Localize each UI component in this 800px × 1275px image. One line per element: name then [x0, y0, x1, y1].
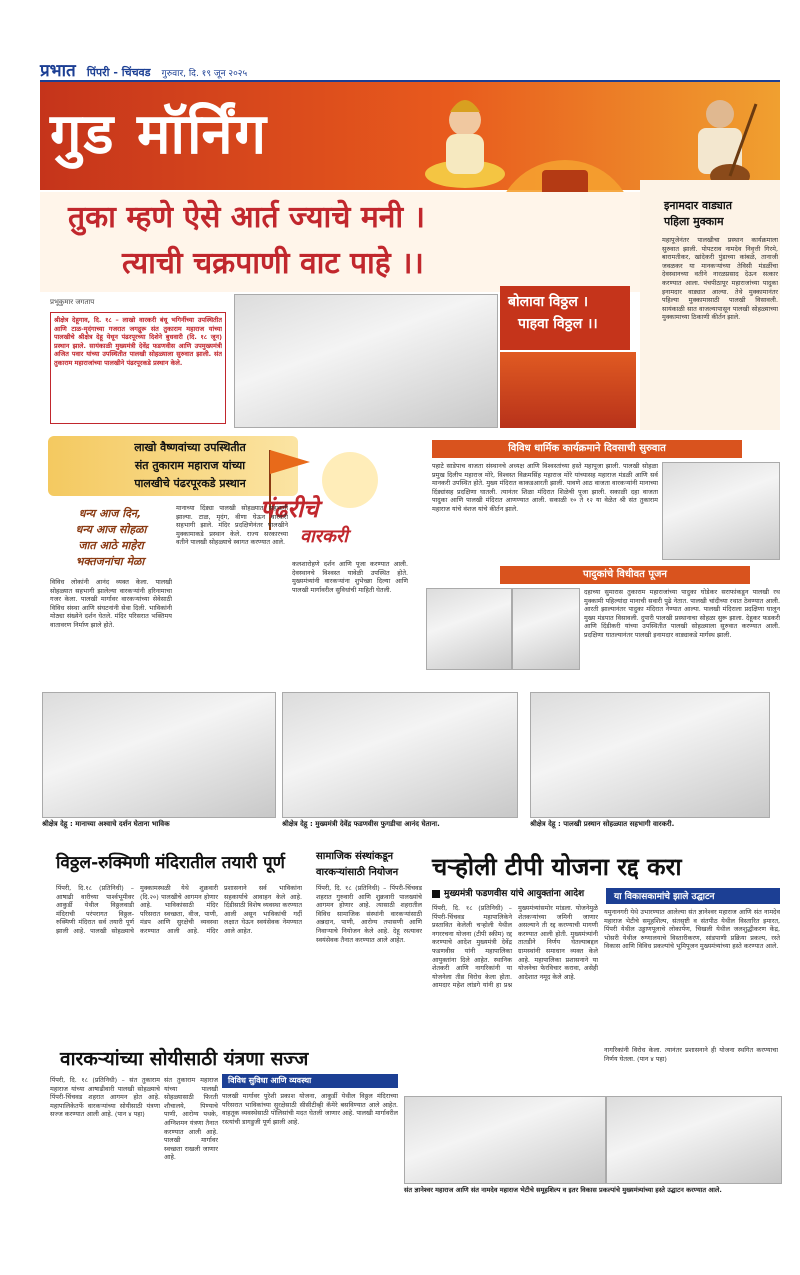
lead-intro: श्रीक्षेत्र देहूगाव, दि. १८ – लाखो वारकरी बंधू भगिनींच्या उपस्थितीत आणि टाळ-मृदंगाच्या गजरात जगद्गुरू संत तुकाराम महाराज यांच्या पालखीचे श्रीक्षेत्र देहू येथून पंढरपूरच्या दिशेने बुधवारी (दि. १८ जून) प्रस्थान झाले. सायंकाळी मुख्यमंत्री देवेंद्र फडणवीस आणि उपमुख्यमंत्री अजित पवार यांच्या उपस्थितीत पालखी सोहळ्याला सुरुवात झाली. संत तुकाराम महाराजांच्या पालखीने पंढरपूरकडे प्रस्थान केले. [54, 316, 222, 367]
photo-chief-minister [282, 692, 518, 818]
headline-line1: तुका म्हणे ऐसे आर्त ज्याचे मनी । [68, 200, 425, 235]
sidebar-body: महापूजेनंतर पालखीचा प्रस्थान कार्यक्रमाला सुरुवात झाली. पोपटराव नामदेव निवृत्ती गिरमे, बारामतीकर, खांदेकरी पुंडाच्या कांबळे, तानाजी जवळकर या मानकऱ्यांच्या तेविसी मंडळींचा देवस्थानच्या वतीने नारळप्रसाद देऊन सत्कार करण्यात आला. पंचपीठापूर महाराजांच्या पादुका इनामदार वाड्यात आल्या. तेथे मुक्कामानंतर पहिल्या मुक्कामासाठी पालखी विसावली. सायंकाळी सात वाजल्यापासून पालखी सोहळ्याच्या मुक्कामाच्या ठिकाणी कीर्तन झाले. [662, 236, 778, 322]
events-photo [662, 462, 780, 560]
projects-body: यमुनानगरी येथे उभारण्यात आलेल्या संत ज्ञानेश्वर महाराज आणि संत नामदेव महाराज भेटीचे समूहशिल्प, संतसृष्टी व संतपीठ येथील विस्तारित इमारत, पिंपरी येथील उड्डाणपूलाचे लोकार्पण, चिखली येथील जलशुद्धीकरण केंद्र, भोसरी येथील रुग्णालयाचे विस्तारीकरण, सांडपाणी प्रक्रिया प्रकल्प, रस्ते विकास आणि विविध प्रकल्पांचे भूमिपूजन मुख्यमंत्र्यांच्या हस्ते करण्यात आले. [604, 908, 780, 951]
logo-line1: पंढरीचे [260, 495, 319, 523]
feature-headline-line2: संत तुकाराम महाराज यांच्या [134, 459, 246, 472]
feature-quote-line2: धन्य आज सोहळा [75, 523, 147, 536]
banner-title: गुड मॉर्निंग [50, 101, 269, 167]
slogan-line1: बोलावा विठ्ठल । [508, 294, 589, 310]
temple-body: पिंपरी, दि.१८ (प्रतिनिधी) – आषाढी वारीच्या पार्श्वभूमीवर आकुर्डी येथील विठ्ठलवाडी मंदिराची परंपरागत विठ्ठल-रुक्मिणी मंदिरात सर्व तयारी पूर्ण झाली आहे. पालखी सोहळ्याचे मुक्कामस्थळी येथे शुक्रवारी (दि.२०) पालखीचे आगमन होणार आहे. भाविकांसाठी मंदिर परिसरात स्वच्छता, वीज, पाणी, मंडप आणि सुरक्षेची व्यवस्था करण्यात आली आहे. मंदिर प्रशासनाने सर्व भाविकांना सहकार्याचे आवाहन केले आहे. दिंडीसाठी विशेष व्यवस्था करण्यात आली असून भाविकांची गर्दी लक्षात घेऊन स्वयंसेवक नेमण्यात आले आहेत. [56, 884, 302, 935]
feature-col2: मानाच्या दिंड्या पालखी सोहळ्यात सहभागी झाल्या. टाळ, मृदंग, वीणा घेऊन वारकरी सहभागी झाले. मंदिर प्रदक्षिणेनंतर पालखीने मुक्कामाकडे प्रस्थान केले. राज्य सरकारच्या वतीने पालखी सोहळ्याचे स्वागत करण्यात आले. [176, 504, 288, 547]
tp-subhead: मुख्यमंत्री फडणवीस यांचे आयुक्तांना आदेश [444, 889, 585, 899]
bottom-photo-statue [404, 1096, 606, 1184]
orgs-headline-line2: वारकऱ्यांसाठी नियोजन [316, 867, 399, 878]
masthead [40, 58, 780, 82]
padukas-header: पादुकांचे विधीवत पूजन [500, 566, 750, 584]
edition-name: पिंपरी - चिंचवड [86, 66, 151, 79]
feature-headline-line1: लाखो वैष्णवांच्या उपस्थितीत [134, 441, 246, 454]
sidebar-title-line2: पहिला मुक्काम [664, 215, 724, 228]
facilities-subhead: विविध सुविधा आणि व्यवस्था [228, 1076, 312, 1085]
photo-procession-caption: श्रीक्षेत्र देहू : पालखी प्रस्थान सोहळ्यात सहभागी वारकरी. [530, 820, 675, 828]
facilities-headline: वारकऱ्यांच्या सोयीसाठी यंत्रणा सज्ज [60, 1048, 309, 1070]
slogan-line2: पाहवा विठ्ठल ।। [518, 316, 598, 332]
tp-headline: चऱ्होली टीपी योजना रद्द करा [432, 853, 682, 881]
photo-procession [530, 692, 770, 818]
facilities-col3: पालखी मार्गावर पुरेशी प्रकाश योजना, आकुर्डी येथील विठ्ठल मंदिराच्या परिसरात भाविकांच्या सुरक्षेसाठी सीसीटीव्ही कॅमेरे बसविण्यात आले आहेत. वाहतूक व्यवस्थेसाठी पोलिसांची मदत घेतली जाणार आहे. पालखी मार्गावरील रस्त्यांची डागडुजी पूर्ण झाली आहे. [222, 1092, 398, 1126]
padukas-photo-1 [426, 588, 512, 670]
facilities-col1: पिंपरी, दि. १८ (प्रतिनिधी) – संत तुकाराम महाराज यांच्या आषाढीवारी पालखी सोहळ्याचे पिंपरी-चिंचवड शहरात आगमन होत आहे. महापालिकेतर्फे वारकऱ्यांच्या सोयीसाठी यंत्रणा सज्ज करण्यात आली आहे. (पान ४ पहा) [50, 1076, 160, 1119]
events-body: पहाटे साडेपाच वाजता संस्थानचे अध्यक्ष आणि विश्वस्तांच्या हस्ते महापूजा झाली. पालखी सोहळा प्रमुख दिलीप महाराज मोरे, विश्वस्त विक्रमसिंह महाराज मोरे यांच्यासह महाराज मंडळी आणि सर्व मानकरी उपस्थित होते. मुख्य मंदिरात काकडआरती झाली. पावणे आठ वाजता वारकऱ्यांनी मानाच्या दिंड्यांसह प्रदक्षिणा घातली. त्यानंतर शिळा मंदिरात शिळेची पूजा झाली. सकाळी दहा वाजता पादुका आणि पालखी मंदिरात आणण्यात आली. सकाळी १० ते १२ या वेळेत श्री संत तुकाराम महाराज यांचे वंशज यांचे कीर्तन झाले. [432, 462, 658, 513]
vitthal-feet [500, 352, 636, 428]
feature-col1: विविध लोकांनी आनंद व्यक्त केला. पालखी सोहळ्यात सहभागी झालेल्या वारकऱ्यांनी हरिनामाचा गजर केला. पालखी मार्गावर वारकऱ्यांच्या सेवेसाठी विविध संस्था आणि संघटनांनी सेवा दिली. भाविकांनी मोठ्या संख्येने दर्शन घेतले. मंदिर परिसरात भक्तिमय वातावरण निर्माण झाले होते. [50, 578, 172, 629]
issue-date: गुरुवार, दि. १९ जून २०२५ [161, 69, 248, 79]
tp-subhead-bullet [432, 890, 440, 898]
events-header: विविध धार्मिक कार्यक्रमाने दिवसाची सुरुवात [432, 440, 742, 458]
projects-header: या विकासकामांचे झाले उद्घाटन [614, 892, 715, 902]
logo-line2: वारकरी [300, 526, 348, 547]
photo-chief-minister-caption: श्रीक्षेत्र देहू : मुख्यमंत्री देवेंद्र फडणवीस फुगडीचा आनंद घेताना. [282, 820, 440, 828]
bottom-caption: संत ज्ञानेश्वर महाराज आणि संत नामदेव महाराज भेटीचे समूहशिल्प व इतर विकास प्रकल्पांचे मुख्यमंत्र्यांच्या हस्ते उद्घाटन करण्यात आले. [404, 1186, 722, 1194]
projects-tail: नागरिकांनी विरोध केला. त्यानंतर प्रशासनाने ही योजना स्थगित करण्याचा निर्णय घेतला. (पान ४ पहा) [604, 1046, 778, 1063]
lead-intro-box [50, 312, 226, 424]
photo-horse-caption: श्रीक्षेत्र देहू : मानाच्या अश्वाचे दर्शन घेताना भाविक [42, 820, 170, 828]
bottom-photo-inauguration [606, 1096, 782, 1184]
lead-byline: प्रभूकुमार जगताप [50, 298, 95, 306]
feature-headline-line3: पालखीचे पंढरपूरकडे प्रस्थान [134, 477, 246, 490]
sidebar-title-line1: इनामदार वाड्यात [664, 199, 732, 212]
photo-horse [42, 692, 276, 818]
feature-quote-line1: धन्य आज दिन, [78, 507, 142, 520]
headline-line2: त्याची चक्रपाणी वाट पाहे ।। [122, 246, 424, 281]
orgs-body: पिंपरी, दि. १८ (प्रतिनिधी) – पिंपरी-चिंचवड शहरात गुरुवारी आणि शुक्रवारी पालख्यांचे आगमन होणार आहे. त्यासाठी शहरातील विविध सामाजिक संस्थांनी वारकऱ्यांसाठी अन्नदान, पाणी, आरोग्य तपासणी आणि निवाऱ्याचे नियोजन केले आहे. देहू रस्त्यावर स्वयंसेवक तैनात करण्यात आले आहेत. [316, 884, 422, 944]
temple-headline: विठ्ठल-रुक्मिणी मंदिरातील तयारी पूर्ण [56, 853, 285, 873]
feature-quote-line3: जात आठे माहेरा [78, 539, 144, 552]
orgs-headline-line1: सामाजिक संस्थांकडून [316, 851, 394, 862]
brand-logo: प्रभात [40, 61, 76, 81]
padukas-photo-2 [512, 588, 580, 670]
facilities-col2: संत तुकाराम महाराज यांच्या पालखी सोहळ्यासाठी फिरती शौचालये, पिण्याचे पाणी, आरोग्य पथके, अग्निशमन यंत्रणा तैनात करण्यात आली आहे. पालखी मार्गावर स्वच्छता राखली जाणार आहे. [164, 1076, 218, 1162]
padukas-body: दहाच्या सुमारास तुकाराम महाराजांच्या पादुका घोडेकर सराफांकडून पालखी रथ मुक्कामी पहिल्यांदा मानाची सवारी पुढे नेतात. पालखी चांदीच्या रथात ठेवण्यात आली. आरती झाल्यानंतर पादुका मंदिरात नेण्यात आल्या. पालखी मंदिराला प्रदक्षिणा घालून मुख्य मंडपात विसावली. दुपारी पालखी प्रस्थानाचा सोहळा सुरू झाला. देहूकर फडकरी आणि दिंडीकरी यांच्या उपस्थितीत पालखी सोहळ्याला सुरुवात करण्यात आली. प्रदक्षिणा घातल्यानंतर पालखी इनामदार वाड्याकडे मार्गस्थ झाली. [584, 588, 780, 639]
lead-photo-procession [234, 294, 498, 428]
feature-col3: कलशारोहणे दर्शन आणि पूजा करण्यात आली. देवस्थानचे विश्वस्त यावेळी उपस्थित होते. मुख्यमंत्र्यांनी वारकऱ्यांना शुभेच्छा दिल्या आणि पालखी मार्गावरील सुविधांची माहिती घेतली. [292, 560, 408, 594]
saint-illustration-right [660, 84, 780, 194]
santh-with-tanpura-icon [660, 84, 780, 194]
tp-body: पिंपरी, दि. १८ (प्रतिनिधी) – पिंपरी-चिंचवड महापालिकेने प्रस्तावित केलेली चऱ्होली येथील नगररचना योजना (टीपी स्कीम) रद्द करण्याचे आदेश मुख्यमंत्री देवेंद्र फडणवीस यांनी महापालिका आयुक्तांना दिले आहेत. स्थानिक शेतकरी आणि नागरिकांनी या योजनेला तीव्र विरोध केला होता. आमदार महेश लांडगे यांनी हा प्रश्न मुख्यमंत्र्यांसमोर मांडला. योजनेमुळे शेतकऱ्यांच्या जमिनी जाणार असल्याने ती रद्द करण्याची मागणी करण्यात आली होती. मुख्यमंत्र्यांनी तातडीने निर्णय घेतल्याबद्दल ग्रामस्थांनी समाधान व्यक्त केले आहे. महापालिका प्रशासनाने या योजनेचा फेरविचार करावा, असेही आदेशात नमूद केले आहे. [432, 904, 598, 990]
feature-quote-line4: भक्तजनांचा मेळा [75, 555, 145, 568]
